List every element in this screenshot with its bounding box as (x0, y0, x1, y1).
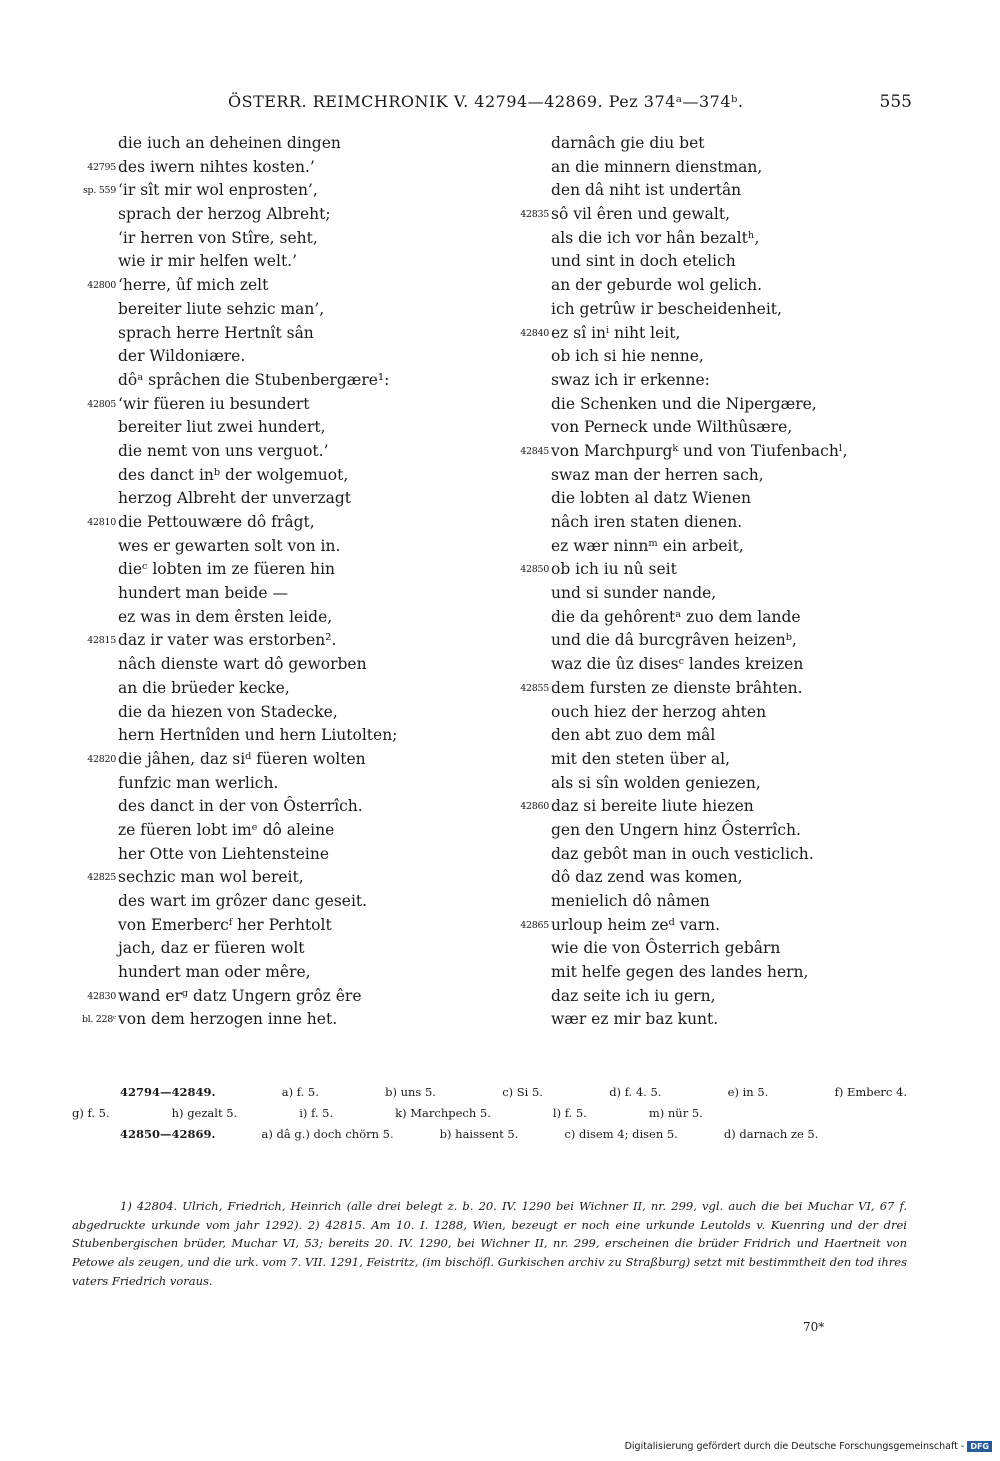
apparatus-entry: f) Emberc 4. (834, 1085, 907, 1099)
verse-number: 42825 (87, 872, 116, 884)
verse-text: als die ich vor hân bezaltʰ, (551, 228, 760, 247)
verse-line (72, 227, 482, 251)
apparatus-entry: l) f. 5. (552, 1106, 587, 1120)
verse-line (505, 724, 925, 748)
verse-line (72, 393, 482, 417)
verse-text: wie ir mir helfen welt.’ (118, 252, 298, 271)
verse-line (505, 132, 925, 156)
apparatus-line (72, 1124, 907, 1145)
apparatus-entry: a) f. 5. (281, 1085, 319, 1099)
verse-line (505, 1008, 925, 1032)
verse-line (505, 440, 925, 464)
verse-text: mit den steten über al, (551, 749, 731, 768)
verse-line (72, 416, 482, 440)
apparatus-range: 42850—42869. (120, 1127, 216, 1141)
verse-text: die lobten al datz Wienen (551, 489, 752, 508)
verse-line (505, 843, 925, 867)
verse-line (505, 250, 925, 274)
verse-text: die Schenken und die Nipergære, (551, 394, 817, 413)
verse-line (72, 772, 482, 796)
verse-line (505, 156, 925, 180)
verse-line (72, 701, 482, 725)
verse-text: wand erᵍ datz Ungern grôz êre (118, 986, 362, 1005)
verse-line (505, 606, 925, 630)
verse-text: ‘ir sît mir wol enprosten’, (118, 181, 318, 200)
signature-mark: 70* (803, 1320, 825, 1334)
verse-text: die Pettouwære dô frâgt, (118, 513, 315, 531)
verse-text: hundert man oder mêre, (118, 963, 311, 982)
verse-number: 42795 (87, 161, 116, 173)
verse-number: 42845 (520, 445, 549, 457)
verse-line (505, 748, 925, 772)
verse-text: ‘ir herren von Stîre, seht, (118, 228, 318, 247)
verse-line (505, 985, 925, 1009)
verse-line (72, 156, 482, 180)
verse-line (72, 748, 482, 772)
verse-line (505, 179, 925, 203)
verse-text: herzog Albreht der unverzagt (118, 489, 351, 508)
verse-text: swaz ich ir erkenne: (551, 370, 710, 389)
apparatus-line (72, 1082, 907, 1103)
verse-text: an die minnern dienstman, (551, 157, 763, 176)
verse-line (505, 274, 925, 298)
verse-text: nâch dienste wart dô geworben (118, 655, 367, 674)
credit-text: Digitalisierung gefördert durch die Deutsche Forschungsgemeinschaft - (624, 1441, 965, 1452)
verse-text: ez sî inⁱ niht leit, (551, 323, 681, 342)
verse-text: hern Hertnîden und hern Liutolten; (118, 726, 398, 745)
dfg-logo: DFG (967, 1441, 992, 1452)
apparatus-entry: c) disem 4; disen 5. (564, 1127, 678, 1141)
verse-line (72, 1008, 482, 1032)
verse-text: darnâch gie diu bet (551, 134, 705, 152)
verse-text: her Otte von Liehtensteine (118, 844, 330, 863)
verse-text: und die dâ burcgrâven heizenᵇ, (551, 631, 797, 650)
verse-text: ob ich si hie nenne, (551, 347, 704, 366)
verse-text: als si sîn wolden geniezen, (551, 773, 761, 792)
verse-text: dem fursten ze dienste brâhten. (551, 678, 803, 697)
verse-line (72, 322, 482, 346)
verse-number: 42865 (520, 919, 549, 931)
verse-number: sp. 559 (82, 185, 116, 197)
verse-text: von Emerbercᶠ her Perhtolt (118, 915, 332, 934)
verse-line (72, 203, 482, 227)
verse-line (72, 274, 482, 298)
verse-line (505, 653, 925, 677)
footnotes: 1) 42804. Ulrich, Friedrich, Heinrich (alle drei belegt z. b. 20. IV. 1290 bei Wichner II, nr. 299, vgl. auch die bei Muchar VI, 67 f. abgedruckte urkunde vom jahr 1292). 2) 42815. Am 10. I. 1288, Wien, bezeugt er noch eine urkunde Leutolds v. Kuenring und der drei Stubenbergischen brüder, Muchar VI, 53; bereits 20. IV. 1290, bei Wichner II, nr. 299, erscheinen die brüder Fridrich und Haertneit von Petowe als zeugen, und die urk. vom 7. VII. 1291, Feistritz, (im bischöfl. Gurkischen archiv zu Straßburg) setzt mit bestimmtheit den tod ihres vaters Friedrich voraus. (72, 1199, 907, 1288)
verse-text: des wart im grôzer danc geseit. (118, 892, 368, 910)
verse-line (72, 843, 482, 867)
verse-number: 42840 (520, 327, 549, 339)
verse-text: ob ich iu nû seit (551, 560, 677, 579)
verse-text: den abt zuo dem mâl (551, 726, 716, 745)
verse-text: sechzic man wol bereit, (118, 868, 304, 887)
verse-line (505, 914, 925, 938)
verse-line (505, 819, 925, 843)
apparatus-entry: b) uns 5. (385, 1085, 436, 1099)
verse-text: dôᵃ sprâchen die Stubenbergære¹: (118, 370, 390, 389)
verse-text: von Marchpurgᵏ und von Tiufenbachˡ, (551, 441, 848, 460)
running-header (0, 92, 1000, 116)
verse-number: 42820 (87, 753, 116, 765)
verse-line (505, 393, 925, 417)
verse-text: daz seite ich iu gern, (551, 986, 716, 1005)
apparatus-entry: c) Si 5. (502, 1085, 543, 1099)
verse-text: ze füeren lobt imᵉ dô aleine (118, 820, 335, 839)
verse-text: dô daz zend was komen, (551, 868, 743, 887)
verse-line (505, 701, 925, 725)
verse-text: bereiter liute sehzic man’, (118, 299, 325, 318)
verse-line (72, 298, 482, 322)
verse-line (505, 322, 925, 346)
apparatus-range: 42794—42849. (120, 1085, 216, 1099)
verse-line (72, 961, 482, 985)
verse-text: sô vil êren und gewalt, (551, 205, 731, 224)
verse-line (72, 795, 482, 819)
verse-line (72, 487, 482, 511)
apparatus-line (72, 1103, 907, 1124)
apparatus-entry: k) Marchpech 5. (395, 1106, 491, 1120)
verse-number: 42850 (520, 564, 549, 576)
verse-text: dieᶜ lobten im ze füeren hin (118, 560, 336, 579)
apparatus-entry: a) dâ g.) doch chörn 5. (261, 1127, 394, 1141)
verse-line (505, 795, 925, 819)
verse-text: wes er gewarten solt von in. (118, 536, 341, 555)
verse-line (72, 535, 482, 559)
verse-line (72, 866, 482, 890)
verse-line (72, 724, 482, 748)
apparatus-entry: i) f. 5. (299, 1106, 334, 1120)
verse-number: 42815 (87, 635, 116, 647)
right-verse-column (505, 132, 925, 1032)
verse-line (505, 535, 925, 559)
apparatus-entry: b) haissent 5. (439, 1127, 519, 1141)
verse-text: urloup heim zeᵈ varn. (551, 915, 721, 934)
verse-text: menielich dô nâmen (551, 892, 710, 910)
verse-line (72, 606, 482, 630)
digitization-credit (625, 1441, 992, 1452)
verse-number: 42830 (87, 990, 116, 1002)
running-title: ÖSTERR. REIMCHRONIK V. 42794—42869. Pez 374ᵃ—374ᵇ. (228, 92, 744, 111)
verse-text: die da gehôrentᵃ zuo dem lande (551, 607, 801, 626)
verse-text: ich getrûw ir bescheidenheit, (551, 299, 782, 318)
apparatus-entry: d) darnach ze 5. (723, 1127, 819, 1141)
verse-text: daz si bereite liute hiezen (551, 797, 754, 816)
verse-line (505, 203, 925, 227)
verse-text: daz gebôt man in ouch vesticlich. (551, 844, 814, 863)
verse-line (505, 558, 925, 582)
page-number: 555 (879, 92, 912, 112)
verse-text: sprach herre Hertnît sân (118, 323, 314, 342)
verse-number: 42800 (87, 280, 116, 292)
verse-line (72, 890, 482, 914)
verse-line (505, 227, 925, 251)
verse-text: von dem herzogen inne het. (118, 1010, 338, 1029)
verse-line (72, 440, 482, 464)
verse-text: wie die von Ôsterrich gebârn (551, 939, 781, 958)
verse-text: die nemt von uns verguot.’ (118, 441, 329, 460)
verse-text: jach, daz er füeren wolt (118, 939, 305, 958)
verse-text: ez was in dem êrsten leide, (118, 607, 333, 626)
verse-text: die iuch an deheinen dingen (118, 134, 341, 152)
verse-line (72, 582, 482, 606)
verse-line (72, 132, 482, 156)
verse-number: 42835 (520, 209, 549, 221)
verse-text: die jâhen, daz siᵈ füeren wolten (118, 749, 366, 768)
verse-text: swaz man der herren sach, (551, 465, 764, 484)
verse-line (72, 345, 482, 369)
verse-text: des danct inᵇ der wolgemuot, (118, 465, 349, 484)
verse-line (72, 653, 482, 677)
verse-line (72, 179, 482, 203)
verse-line (72, 464, 482, 488)
verse-line (72, 914, 482, 938)
verse-text: ouch hiez der herzog ahten (551, 702, 767, 721)
verse-line (505, 416, 925, 440)
verse-line (505, 866, 925, 890)
verse-text: wær ez mir baz kunt. (551, 1010, 719, 1029)
verse-text: ‘wir füeren iu besundert (118, 394, 310, 413)
verse-text: der Wildoniære. (118, 347, 246, 366)
verse-line (505, 298, 925, 322)
verse-line (505, 582, 925, 606)
verse-text: ‘herre, ûf mich zelt (118, 276, 269, 295)
verse-text: des iwern nihtes kosten.’ (118, 157, 315, 176)
verse-number: 42810 (87, 517, 116, 528)
verse-text: waz die ûz disesᶜ landes kreizen (551, 655, 804, 674)
apparatus-entry: e) in 5. (727, 1085, 769, 1099)
verse-text: mit helfe gegen des landes hern, (551, 963, 809, 982)
verse-line (505, 961, 925, 985)
verse-line (505, 464, 925, 488)
verse-text: und si sunder nande, (551, 584, 717, 603)
verse-text: und sint in doch etelich (551, 252, 736, 271)
verse-line (72, 629, 482, 653)
apparatus-entry: m) nür 5. (648, 1106, 703, 1120)
verse-line (72, 819, 482, 843)
verse-line (505, 369, 925, 393)
verse-line (72, 677, 482, 701)
verse-line (505, 772, 925, 796)
verse-line (72, 369, 482, 393)
apparatus-entry: h) gezalt 5. (171, 1106, 238, 1120)
verse-text: die da hiezen von Stadecke, (118, 702, 338, 721)
verse-text: daz ir vater was erstorben². (118, 631, 337, 650)
verse-number: 42860 (520, 801, 549, 813)
verse-text: bereiter liut zwei hundert, (118, 418, 326, 437)
verse-line (72, 250, 482, 274)
verse-number: 42805 (87, 398, 116, 410)
verse-number: 42855 (520, 682, 549, 694)
left-verse-column (72, 132, 482, 1032)
verse-text: nâch iren staten dienen. (551, 513, 743, 531)
verse-text: ez wær ninnᵐ ein arbeit, (551, 536, 744, 555)
verse-text: funfzic man werlich. (118, 773, 279, 792)
apparatus-entry: d) f. 4. 5. (609, 1085, 662, 1099)
verse-line (72, 558, 482, 582)
verse-text: hundert man beide — (118, 584, 289, 603)
verse-line (505, 677, 925, 701)
verse-line (505, 345, 925, 369)
verse-text: des danct in der von Ôsterrîch. (118, 797, 363, 816)
verse-text: den dâ niht ist undertân (551, 181, 742, 200)
verse-number: bl. 228ᶜ (81, 1014, 116, 1026)
verse-text: an die brüeder kecke, (118, 678, 290, 697)
verse-text: an der geburde wol gelich. (551, 276, 763, 295)
verse-text: gen den Ungern hinz Ôsterrîch. (551, 820, 801, 839)
verse-text: von Perneck unde Wilthûsære, (551, 418, 793, 437)
verse-line (505, 487, 925, 511)
verse-text: sprach der herzog Albreht; (118, 205, 331, 224)
verse-line (72, 985, 482, 1009)
verse-line (72, 937, 482, 961)
verse-line (505, 629, 925, 653)
verse-line (72, 511, 482, 535)
verse-line (505, 511, 925, 535)
verse-line (505, 890, 925, 914)
apparatus-entry: g) f. 5. (72, 1106, 110, 1120)
verse-line (505, 937, 925, 961)
critical-apparatus (72, 1082, 907, 1145)
